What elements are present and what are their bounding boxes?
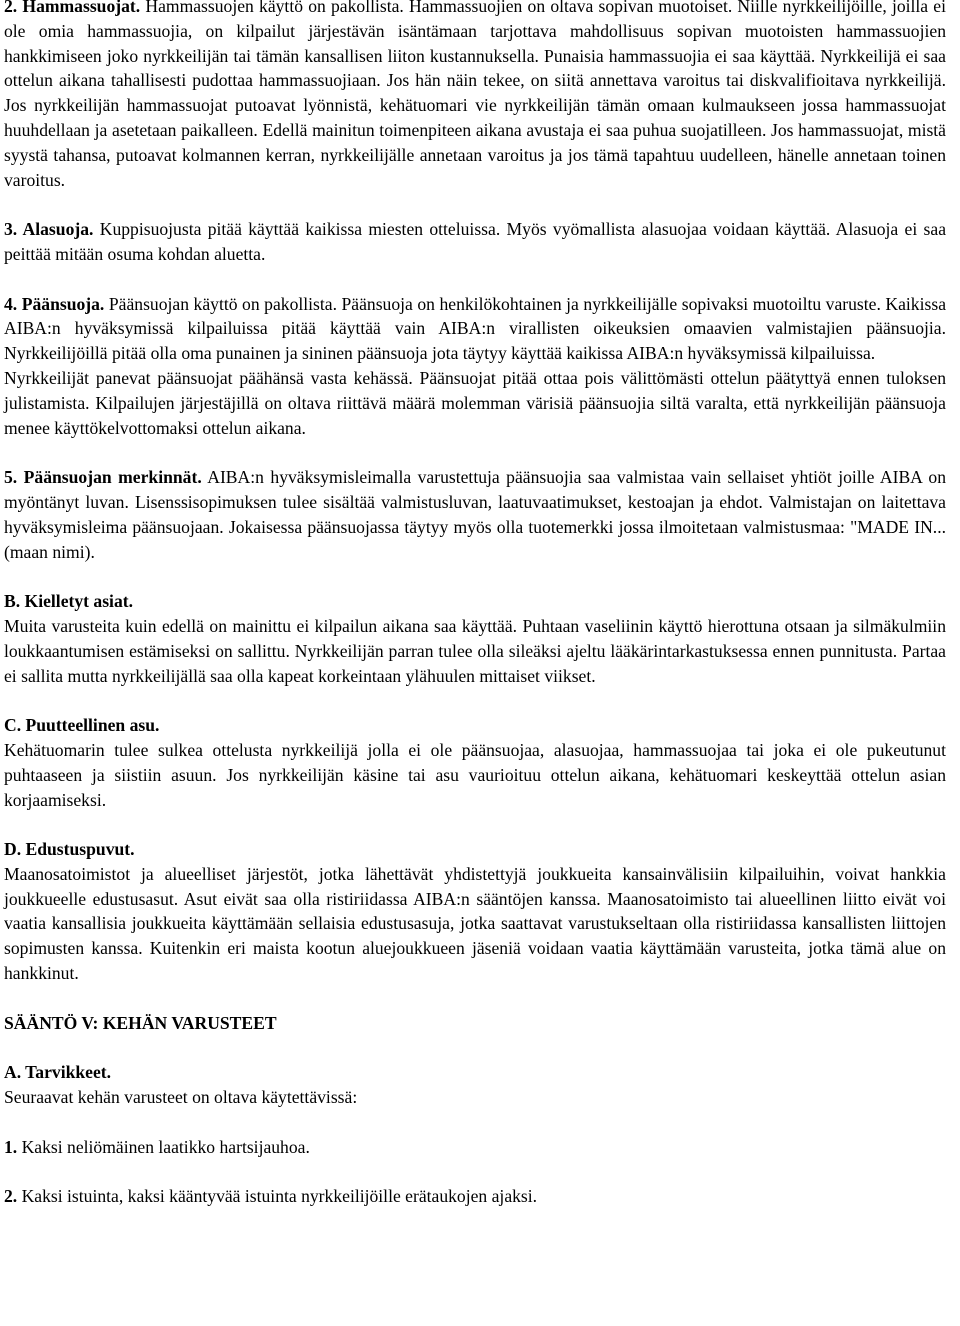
list-item-text: Kaksi istuinta, kaksi kääntyvää istuinta nyrkkeilijöille erätaukojen ajaksi. bbox=[17, 1186, 538, 1207]
section-title-paansuojan-merkinnat: 5. Päänsuojan merkinnät. bbox=[4, 467, 202, 488]
heading-kielletyt-asiat: B. Kielletyt asiat. bbox=[4, 591, 133, 612]
section-title-alasuoja: 3. Alasuoja. bbox=[4, 219, 94, 240]
paragraph-paansuoja-continued: Nyrkkeilijät panevat päänsuojat päähänsä vasta kehässä. Päänsuojat pitää ottaa pois välittömästi ottelun päätyttyä ennen tuloksen julistamista. Kilpailujen järjestäjillä on oltava riittävä määrä molemman värisiä päänsuojia siltä varalta, että nyrkkeilijän päänsuoja menee käyttökelvottomaksi ottelun aikana. bbox=[4, 367, 946, 438]
heading-tarvikkeet: A. Tarvikkeet. bbox=[4, 1062, 112, 1083]
list-item-2 bbox=[4, 1184, 946, 1209]
section-text-alasuoja: Kuppisuojusta pitää käyttää kaikissa miesten otteluissa. Myös vyömallista alasuojaa voidaan käyttää. Alasuoja ei saa peittää mitään osuma kohdan aluetta. bbox=[4, 219, 946, 264]
paragraph-puutteellinen-asu: Kehätuomarin tulee sulkea ottelusta nyrkkeilijä jolla ei ole päänsuojaa, alasuojaa, hammassuojaa tai joka ei ole pukeutunut puhtaaseen ja siistiin asuun. Jos nyrkkeilijän käsine tai asu vaurioituu ottelun aikana, kehätuomari keskeyttää ottelun asian korjaamiseksi. bbox=[4, 739, 946, 810]
paragraph-hammassuojat bbox=[4, 0, 946, 192]
paragraph-paansuojan-merkinnat bbox=[4, 465, 946, 564]
list-item-number: 1. bbox=[4, 1136, 18, 1157]
section-text-paansuojan-merkinnat: AIBA:n hyväksymisleimalla varustettuja päänsuojia saa valmistaa vain sellaiset yhtiöt joille AIBA on myöntänyt luvan. Lisenssisopimuksen tulee sisältää valmistusluvan, laatuvaatimukset, kestoajan ja ehdot. Valmistajan on laitettava hyväksymisleima päänsuojaan. Jokaisessa päänsuojassa täytyy myös olla tuotemerkki jossa ilmoitetaan valmistusmaa: "MADE IN... (maan nimi). bbox=[4, 467, 946, 562]
paragraph-paansuoja bbox=[4, 292, 946, 366]
heading-saanto-v: SÄÄNTÖ V: KEHÄN VARUSTEET bbox=[4, 1012, 277, 1033]
paragraph-kielletyt-asiat: Muita varusteita kuin edellä on mainittu ei kilpailun aikana saa käyttää. Puhtaan vaseliinin käyttö hierottuna otsaan ja silmäkulmiin loukkaantumisen estämiseksi on sallittu. Nyrkkeilijän parran tulee olla sileäksi ajeltu lääkärintarkastuksessa ennen punnitusta. Partaa ei sallita mutta nyrkkeilijällä saa olla kapeat korkeintaan ylähuulen mittaiset viikset. bbox=[4, 615, 946, 686]
paragraph-alasuoja bbox=[4, 217, 946, 267]
list-item-1 bbox=[4, 1135, 946, 1160]
heading-edustuspuvut: D. Edustuspuvut. bbox=[4, 839, 135, 860]
section-title-paansuoja: 4. Päänsuoja. bbox=[4, 293, 105, 314]
list-item-text: Kaksi neliömäinen laatikko hartsijauhoa. bbox=[17, 1136, 310, 1157]
list-item-number: 2. bbox=[4, 1186, 18, 1207]
paragraph-tarvikkeet: Seuraavat kehän varusteet on oltava käytettävissä: bbox=[4, 1087, 358, 1108]
heading-puutteellinen-asu: C. Puutteellinen asu. bbox=[4, 715, 160, 736]
section-text-paansuoja: Päänsuojan käyttö on pakollista. Päänsuoja on henkilökohtainen ja nyrkkeilijälle sopivaksi muotoiltu varuste. Kaikissa AIBA:n hyväksymissä kilpailuissa pitää käyttää vain AIBA:n virallisten oikeuksien omaavien valmistajien päänsuojia. Nyrkkeilijöillä pitää olla oma punainen ja sininen päänsuoja jota täytyy käyttää kaikissa AIBA:n hyväksymissä kilpailuissa. bbox=[4, 293, 946, 364]
section-title-hammassuojat: 2. Hammassuojat. bbox=[4, 0, 141, 16]
paragraph-edustuspuvut: Maanosatoimistot ja alueelliset järjestöt, jotka lähettävät yhdistettyjä joukkueita kansainvälisiin kilpailuihin, voivat hankkia joukkueelle edustusasut. Asut eivät saa olla ristiriidassa AIBA:n sääntöjen kanssa. Maanosatoimisto tai alueellinen liitto eivät voi vaatia kansallisia joukkueita käyttämään sellaisia edustusasuja, jotka saattavat varustukseltaan olla ristiriidassa kansallisten liittojen sopimusten kanssa. Kuitenkin eri maista kootun aluejoukkueen jäseniä voidaan vaatia käyttämään varusteita, jotka tämä alue on hankkinut. bbox=[4, 863, 946, 984]
section-text-hammassuojat: Hammassuojen käyttö on pakollista. Hammassuojien on oltava sopivan muotoiset. Niille nyrkkeilijöille, joilla ei ole omia hammassuojia, on kilpailut järjestävän isäntämaan tarjottava mahdollisuus sopivan muotoisten hammassuojien hankkimiseen joko nyrkkeilijän tai tämän kansallisen liiton kustannuksella. Punaisia hammassuojia ei saa käyttää. Nyrkkeilijä ei saa ottelun aikana tahallisesti pudottaa hammassuojiaan. Jos hän näin tekee, on siitä annettava varoitus tai diskvalifioitava nyrkkeilijä. Jos nyrkkeilijän hammassuojat putoavat lyönnistä, kehätuomari vie nyrkkeilijän tämän omaan kulmaukseen jossa hammassuojat huuhdellaan ja asetetaan paikalleen. Edellä mainitun toimenpiteen aikana avustaja ei saa puhua suojatilleen. Jos hammassuojat, mistä syystä tahansa, putoavat kolmannen kerran, nyrkkeilijälle annetaan varoitus ja jos tämä tapahtuu uudelleen, hänelle annetaan toinen varoitus. bbox=[4, 0, 947, 190]
